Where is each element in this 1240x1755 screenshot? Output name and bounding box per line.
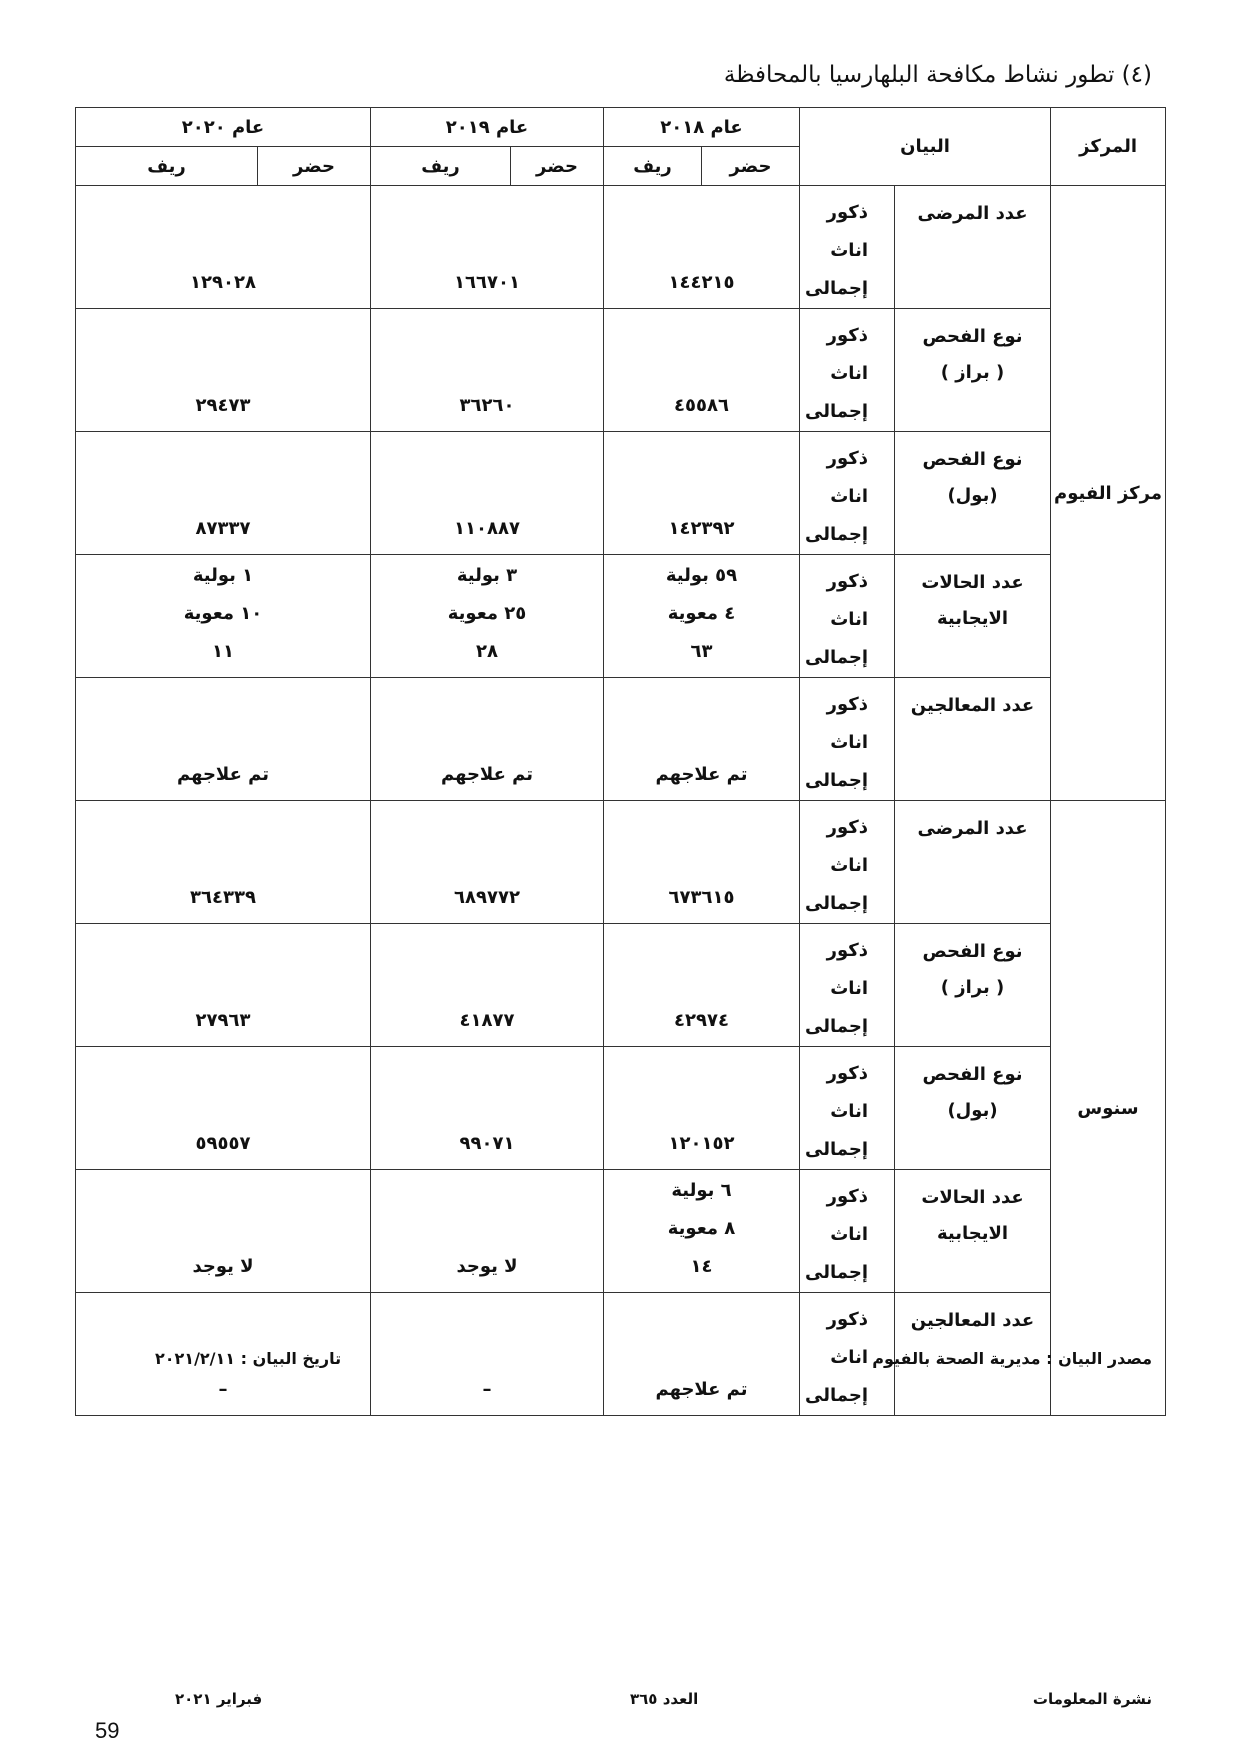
data-source: مصدر البيان : مديرية الصحة بالفيوم [872, 1349, 1152, 1368]
page-title: (٤) تطور نشاط مكافحة البلهارسيا بالمحافظة [723, 62, 1152, 88]
value-line: ١٤ [690, 1256, 713, 1277]
value-line: – [482, 1379, 492, 1400]
value-cell-2019 [371, 555, 604, 678]
header-rural-2019: ريف [371, 147, 511, 186]
header-urban-2018: حضر [702, 147, 800, 186]
kind-label: إجمالى [805, 893, 868, 914]
kind-label: اناث [830, 1101, 868, 1122]
header-rural-2020: ريف [76, 147, 258, 186]
kind-label: اناث [830, 486, 868, 507]
row-kinds [800, 432, 895, 555]
row-label-line: عدد المعالجين [910, 1310, 1035, 1331]
row-label-line: ( براز ) [940, 362, 1005, 383]
value-cell-2018 [604, 1170, 800, 1293]
kind-label: اناث [830, 1224, 868, 1245]
value-cell-2020 [76, 186, 371, 309]
value-line: ٢٥ معوية [447, 603, 527, 624]
header-urban-2020: حضر [258, 147, 371, 186]
value-line: ٣ بولية [456, 565, 518, 586]
bilharzia-table [75, 107, 1166, 1416]
value-cell-2018 [604, 186, 800, 309]
kind-label: إجمالى [805, 1262, 868, 1283]
row-kinds [800, 1047, 895, 1170]
row-label-line: نوع الفحص [922, 1064, 1023, 1085]
value-cell-2019 [371, 801, 604, 924]
value-cell-2020 [76, 924, 371, 1047]
value-line: ١٠ معوية [183, 603, 263, 624]
issue-month: فبراير ٢٠٢١ [175, 1690, 263, 1708]
row-label-line: الايجابية [936, 608, 1009, 629]
row-label-line: الايجابية [936, 1223, 1009, 1244]
kind-label: ذكور [826, 1186, 868, 1207]
value-line: ١٤٤٢١٥ [668, 272, 735, 293]
row-kinds [800, 924, 895, 1047]
row-label-line: عدد الحالات [921, 572, 1024, 593]
row-label-line: نوع الفحص [922, 326, 1023, 347]
value-line: ٤٥٥٨٦ [674, 395, 729, 416]
value-line: ١٦٦٧٠١ [454, 272, 520, 293]
value-line: ٤ معوية [667, 603, 736, 624]
value-line: ٤١٨٧٧ [459, 1010, 515, 1031]
value-cell-2019 [371, 1047, 604, 1170]
value-line: ٢٨ [476, 641, 498, 662]
value-line: ٣٦٢٦٠ [459, 395, 515, 416]
kind-label: ذكور [826, 571, 868, 592]
row-label-line: ( براز ) [940, 977, 1005, 998]
table-row [76, 801, 1166, 924]
value-line: ٢٩٤٧٣ [195, 395, 251, 416]
value-cell-2020 [76, 1170, 371, 1293]
row-label [895, 309, 1051, 432]
table-row [76, 1170, 1166, 1293]
row-label-line: عدد المرضى [917, 818, 1028, 839]
row-label-line: نوع الفحص [922, 941, 1023, 962]
value-line: ٣٦٤٣٣٩ [190, 887, 256, 908]
table-row [76, 678, 1166, 801]
value-line: ٥٩ بولية [665, 565, 738, 586]
row-label [895, 555, 1051, 678]
value-line: تم علاجهم [176, 764, 270, 785]
value-line: ٦٣ [690, 641, 713, 662]
value-line: تم علاجهم [655, 1379, 748, 1400]
header-year-2018: عام ٢٠١٨ [604, 108, 800, 147]
row-label [895, 924, 1051, 1047]
header-year-2019: عام ٢٠١٩ [371, 108, 604, 147]
value-line: ٤٢٩٧٤ [674, 1010, 729, 1031]
value-cell-2018 [604, 678, 800, 801]
kind-label: اناث [830, 732, 868, 753]
header-center: المركز [1051, 108, 1166, 186]
row-kinds [800, 309, 895, 432]
row-label [895, 432, 1051, 555]
row-label-line: عدد الحالات [921, 1187, 1024, 1208]
header-urban-2019: حضر [511, 147, 604, 186]
value-line: ٢٧٩٦٣ [195, 1010, 251, 1031]
value-line: ١١ [212, 641, 234, 662]
value-cell-2019 [371, 186, 604, 309]
row-label-line: عدد المعالجين [910, 695, 1035, 716]
value-line: ٥٩٥٥٧ [195, 1133, 251, 1154]
kind-label: ذكور [826, 940, 868, 961]
row-kinds [800, 1170, 895, 1293]
value-line: ١ بولية [192, 565, 254, 586]
value-cell-2018 [604, 1047, 800, 1170]
header-year-2020: عام ٢٠٢٠ [76, 108, 371, 147]
value-cell-2019 [371, 432, 604, 555]
value-line: ١١٠٨٨٧ [454, 518, 520, 539]
kind-label: ذكور [826, 448, 868, 469]
value-line: ٦ بولية [671, 1180, 732, 1201]
value-cell-2020 [76, 801, 371, 924]
value-cell-2019 [371, 924, 604, 1047]
row-kinds [800, 801, 895, 924]
value-cell-2019 [371, 1170, 604, 1293]
table-row [76, 309, 1166, 432]
value-cell-2019 [371, 309, 604, 432]
kind-label: ذكور [826, 1063, 868, 1084]
center-name: سنوس [1051, 801, 1166, 1416]
kind-label: ذكور [826, 817, 868, 838]
value-line: تم علاجهم [440, 764, 534, 785]
header-bayan: البيان [800, 108, 1051, 186]
table-row [76, 555, 1166, 678]
value-cell-2020 [76, 309, 371, 432]
value-cell-2019 [371, 1293, 604, 1416]
value-line: لا يوجد [456, 1256, 518, 1277]
kind-label: اناث [830, 363, 868, 384]
row-label-line: (بول) [947, 485, 998, 506]
value-cell-2020 [76, 678, 371, 801]
kind-label: اناث [830, 240, 868, 261]
kind-label: إجمالى [805, 524, 868, 545]
value-line: ١٢٩٠٢٨ [190, 272, 256, 293]
value-line: ٩٩٠٧١ [459, 1133, 515, 1154]
table-body [76, 186, 1166, 1416]
row-label [895, 801, 1051, 924]
value-cell-2019 [371, 678, 604, 801]
value-line: ٨ معوية [667, 1218, 736, 1239]
kind-label: إجمالى [805, 278, 868, 299]
value-cell-2018 [604, 432, 800, 555]
value-line: ٦٧٣٦١٥ [668, 887, 735, 908]
kind-label: إجمالى [805, 401, 868, 422]
kind-label: اناث [830, 978, 868, 999]
value-cell-2018 [604, 801, 800, 924]
kind-label: اناث [830, 1347, 868, 1368]
value-cell-2018 [604, 309, 800, 432]
kind-label: إجمالى [805, 1385, 868, 1406]
row-label-line: عدد المرضى [917, 203, 1028, 224]
table-row [76, 186, 1166, 309]
row-label [895, 1047, 1051, 1170]
value-cell-2020 [76, 432, 371, 555]
row-label [895, 678, 1051, 801]
row-label-line: (بول) [947, 1100, 998, 1121]
row-label [895, 186, 1051, 309]
table-row [76, 924, 1166, 1047]
kind-label: ذكور [826, 694, 868, 715]
table-row [76, 432, 1166, 555]
table-row [76, 1047, 1166, 1170]
kind-label: اناث [830, 609, 868, 630]
value-line: ١٢٠١٥٢ [668, 1133, 735, 1154]
header-rural-2018: ريف [604, 147, 702, 186]
value-cell-2020 [76, 555, 371, 678]
data-date: تاريخ البيان : ٢٠٢١/٢/١١ [155, 1349, 342, 1368]
value-cell-2020 [76, 1047, 371, 1170]
kind-label: ذكور [826, 325, 868, 346]
issue-number: العدد ٣٦٥ [630, 1690, 699, 1708]
row-label-line: نوع الفحص [922, 449, 1023, 470]
value-line: تم علاجهم [655, 764, 748, 785]
value-cell-2018 [604, 555, 800, 678]
page-number: 59 [95, 1718, 120, 1743]
value-line: ٨٧٣٣٧ [195, 518, 251, 539]
value-line: ١٤٢٣٩٢ [668, 518, 735, 539]
row-kinds [800, 186, 895, 309]
center-name: مركز الفيوم [1051, 186, 1166, 801]
kind-label: ذكور [826, 202, 868, 223]
row-kinds [800, 555, 895, 678]
value-line: ٦٨٩٧٧٢ [454, 887, 520, 908]
kind-label: اناث [830, 855, 868, 876]
value-line: لا يوجد [192, 1256, 254, 1277]
value-cell-2018 [604, 924, 800, 1047]
kind-label: إجمالى [805, 1139, 868, 1160]
kind-label: إجمالى [805, 1016, 868, 1037]
kind-label: إجمالى [805, 770, 868, 791]
row-label [895, 1170, 1051, 1293]
row-kinds [800, 678, 895, 801]
kind-label: ذكور [826, 1309, 868, 1330]
value-line: – [218, 1379, 228, 1400]
value-cell-2018 [604, 1293, 800, 1416]
publication-name: نشرة المعلومات [1032, 1690, 1152, 1708]
kind-label: إجمالى [805, 647, 868, 668]
